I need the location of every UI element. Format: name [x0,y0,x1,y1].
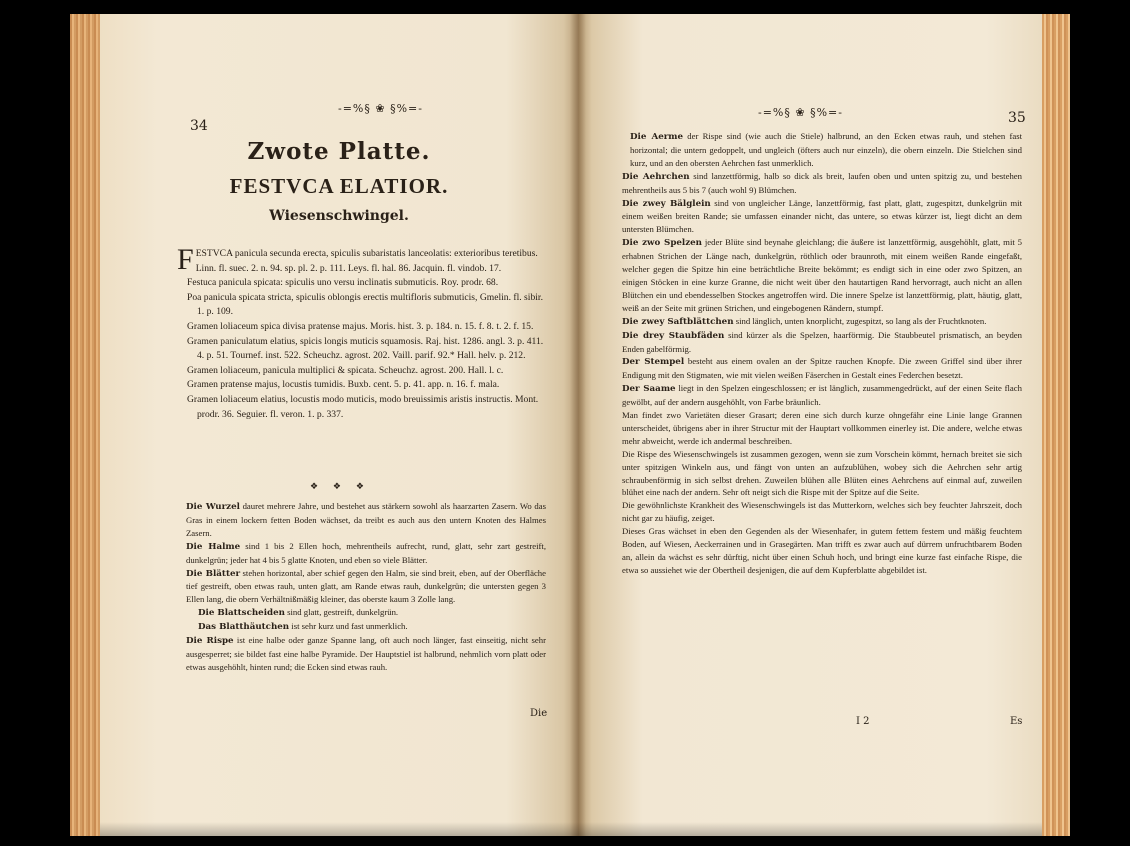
page-ornament: -=%§ ❀ §%=- [758,106,843,119]
description-paragraph: Die Aerme der Rispe sind (wie auch die Stiele) halbrund, an den Ecken etwas rauh, und stehen fast horizontal; die untern gedoppelt, und ungleich (öfters auch nur einzeln), die obern einzeln. Die Stielchen sind kurz, und an den obersten Aehrchen fast unmerklich. [630,131,1023,168]
left-page [100,14,578,836]
description-paragraph: Die Aehrchen sind lanzettförmig, halb so dick als breit, laufen oben und unten spitzig zu, und bestehen mehrentheils aus 5 bis 7 (auch wohl 9) Blümchen. [622,170,1022,195]
description-paragraph: Man findet zwo Varietäten dieser Grasart; deren eine sich durch kurze ohngefähr eine Linie lange Grannen unterscheidet, übrigens aber in ihrer Structur mit der Hauptart vollkommen einerley ist. Die andere, welche etwas mehr abweicht, werde ich andermal beschreiben. [622,410,1022,446]
synonym-entry: Gramen paniculatum elatius, spicis longis muticis squamosis. Raj. hist. 1286. angl. 3. p. 411. 4. p. 51. Tournef. inst. 522. Scheuchz. agrost. 202. Vaill. parif. 92.* Hall. helv. p. 212. [187,335,544,362]
description-paragraph: Die Rispe des Wiesenschwingels ist zusammen gezogen, wenn sie zum Vorschein kömmt, hernach breitet sie sich unter spitzigen Winkeln aus, und fängt von unten an aufzublühen, wobey sich die Aehrchen sehr artig schraubenförmig in sich selbst drehen. Zuweilen blühen alle Blüten eines Aehrchens auf einmal auf, zuweilen blühet eine nach der andern. Sehr oft neigt sich die Rispe mit der Spitze auf die Seite. [622,448,1022,498]
book-gutter [570,14,586,836]
section-separator: ❖ ❖ ❖ [310,482,370,492]
right-page [578,14,1042,836]
synonym-entry: Gramen pratense majus, locustis tumidis. Buxb. cent. 5. p. 41. app. n. 16. f. mala. [187,379,500,391]
description-paragraph: Die zwey Bälglein sind von ungleicher Länge, lanzettförmig, fast platt, glatt, zugespitzt, dunkelgrün mit einem weißen breiten Rande; sie umfassen einander nicht, das untere, so etwas kürzer ist, liegt dicht an dem untersten Blümchen. [622,197,1022,235]
description-paragraph: Die drey Staubfäden sind kürzer als die Spelzen, haarförmig. Die Staubbeutel prismatisch, an beyden Enden gabelförmig. [622,329,1022,354]
right-page-edges [1042,14,1070,836]
description-paragraph: Die zwo Spelzen jeder Blüte sind beynahe gleichlang; die äußere ist lanzettförmig, ausgehöhlt, glatt, mit 5 erhabnen Strichen der Länge nach, dunkelgrün, röthlich oder braunroth, mit einem weißen Rande eingefaßt, welcher gegen die Spitze hin eine beträchtliche Breite bekömmt; es endigt sich in eine oder zwo Spitzen, an einigen Stöcken in eine kurze Granne, die nicht weit über den hautartigen Rand hervorragt, auch nicht an allen Blütchen ein und ebendesselben Stockes angetroffen wird. Die innere Spelze ist lanzettförmig, platt, häutig, glatt, weiß an der Seite mit grünen Strichen, und eingebogenen Rändern, stumpf. [622,237,1022,313]
description-block [622,130,1022,577]
description-paragraph: Der Saame liegt in den Spelzen eingeschlossen; er ist länglich, zusammengedrückt, auf der einen Seite flach gewölbt, auf der andern ausgehöhlt, von Farbe bräunlich. [622,383,1022,408]
synonym-entry: Gramen loliaceum, panicula multiplici & spicata. Scheuchz. agrost. 200. Hall. l. c. [187,364,504,376]
left-page-edges [70,14,100,836]
synonym-entry: Festuca panicula spicata: spiculis uno versu inclinatis submuticis. Roy. prodr. 68. [187,277,499,289]
synonym-entry: Gramen loliaceum elatius, locustis modo muticis, modo breuissimis aristis instructis. Mont. prodr. 36. Seguier. fl. veron. 1. p. 337. [187,393,539,420]
open-book [70,14,1070,836]
description-paragraph: Die Blätter stehen horizontal, aber schief gegen den Halm, sie sind breit, eben, auf der Oberfläche tief gestreift, oben etwas rauh, unten glatt, am Rande etwas rauh, dunkelgrün; die untersten gegen 3 Ellen lang, die obern Verhältnißmäßig kleiner, das oberste kaum 3 Zolle lang. [186,567,546,605]
synonymy-block [177,243,545,422]
synonym-entry: ESTVCA panicula secunda erecta, spiculis subaristatis lanceolatis: exterioribus teretibus. Linn. fl. suec. 2. n. 94. sp. pl. 2. p. 111. Leys. fl. hal. 86. Jacquin. fl. vindob. 17. [195,248,538,274]
description-paragraph: Der Stempel besteht aus einem ovalen an der Spitze rauchen Knopfe. Die zween Griffel sind über ihrer Endigung mit den Stigmaten, wie mit vielen weißen Fäserchen in Gestalt eines Federchen besetzt. [622,356,1022,381]
page-number: 34 [190,118,208,134]
signature-mark: I 2 [856,716,870,727]
description-paragraph: Die gewöhnlichste Krankheit des Wiesenschwingels ist das Mutterkorn, welches sich bey feuchter Jahrszeit, doch nicht gar zu häufig, zeiget. [622,500,1022,524]
common-name: Wiesenschwingel. [269,208,409,224]
synonym-entry: Gramen loliaceum spica divisa pratense majus. Moris. hist. 3. p. 184. n. 15. f. 8. t. 2. f. 15. [187,320,534,332]
catchword: Die [530,708,548,719]
plate-title: Zwote Platte. [247,138,431,165]
page-bottom-shadow [100,822,1042,836]
description-paragraph: Die zwey Saftblättchen sind länglich, unten knorplicht, zugespitzt, so lang als der Fruchtknoten. [622,315,987,327]
page-ornament: -=%§ ❀ §%=- [338,102,423,115]
catchword: Es [1010,716,1023,727]
synonym-entry: Poa panicula spicata stricta, spiculis oblongis erectis multifloris submuticis, Gmelin. fl. sibir. 1. p. 109. [187,291,543,318]
description-paragraph: Dieses Gras wächset in eben den Gegenden als der Wiesenhafer, in gutem fettem festem und mäßig feuchtem Boden, auf Wiesen, Aeckerrainen und in Grasegärten. Man trifft es zwar auch auf dürrem unfruchtbarem Boden an, allein da wächst es sehr dürftig, nicht über einen Schuh hoch, und bringt eine kurze fast einfache Rispe, die etwa so aussiehet wie der Obertheil desjenigen, die auf dem Kupferblatte abgebildet ist. [622,526,1022,575]
description-paragraph: Die Rispe ist eine halbe oder ganze Spanne lang, oft auch noch länger, fast einseitig, nicht sehr ausgesperret; sie bildet fast eine halbe Pyramide. Der Hauptstiel ist halbrund, nehmlich vorn platt oder etwas ausgehöhlt, hinten rund; die Ecken sind etwas rauh. [186,635,546,672]
drop-cap: F [177,243,194,276]
species-name: FESTVCA ELATIOR. [229,174,449,198]
description-block [186,500,546,674]
page-number: 35 [1008,110,1026,126]
description-paragraph: Die Wurzel dauret mehrere Jahre, und bestehet aus stärkern sowohl als haarzarten Zasern. Wo das Gras in einem lockern fetten Boden wächset, da treibt es auch aus den untern Knoten des Halmes Zasern. [186,501,546,538]
description-paragraph: Die Blattscheiden sind glatt, gestreift, dunkelgrün. [198,607,399,619]
description-paragraph: Die Halme sind 1 bis 2 Ellen hoch, mehrentheils aufrecht, rund, glatt, sehr zart gestreift, dunkelgrün; jeder hat 4 bis 5 glatte Knoten, und eben so viele Blätter. [186,540,546,565]
description-paragraph: Das Blatthäutchen ist sehr kurz und fast unmerklich. [198,621,408,633]
